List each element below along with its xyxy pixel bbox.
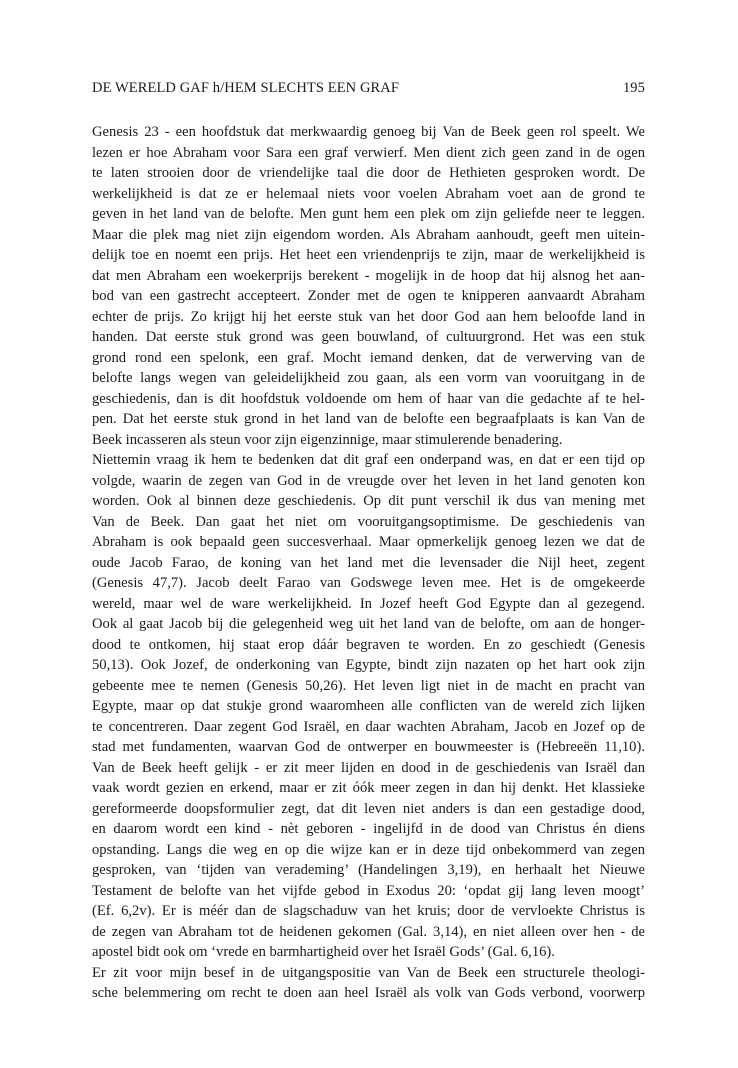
text-line: worden. Ook al binnen deze geschiedenis. Op dit punt verschil ik dus van mening met: [92, 493, 645, 509]
body-text: [92, 122, 645, 1004]
text-line: sche belemmering om recht te doen aan heel Israël als volk van Gods verbond, voorwerp: [92, 985, 645, 1001]
text-line: gereformeerde doopsformulier zegt, dat dit leven niet anders is dan een gestadige dood,: [92, 800, 645, 817]
text-line: stad met fundamenten, waarvan God de ontwerper en bouwmeester is (Hebreeën 11,10).: [92, 739, 645, 755]
text-line: apostel bidt ook om ‘vrede en barmhartigheid over het Israël Gods’ (Gal. 6,16).: [92, 944, 555, 960]
text-line: gesproken, van ‘tijden van verademing’ (Handelingen 3,19), en herhaalt het Nieuwe: [92, 862, 645, 878]
text-line: vaak wordt gezien en erkend, maar er zit óók meer zegen in dan hij denkt. Het klassieke: [92, 780, 645, 796]
running-head: [92, 80, 645, 97]
text-line: Van de Beek heeft gelijk - er zit meer lijden en dood in de geschiedenis van Israël dan: [92, 759, 645, 776]
text-line: Testament de belofte van het vijfde gebod in Exodus 20: ‘opdat gij lang leven moogt’: [92, 882, 645, 899]
text-line: werkelijkheid is dat ze er helemaal niets voor voelen Abraham voet aan de grond te: [92, 185, 645, 202]
text-line: Maar die plek mag niet zijn eigendom worden. Als Abraham aanhoudt, geeft men uitein-: [92, 226, 645, 243]
text-line: lezen er hoe Abraham voor Sara een graf verwierf. Men dient zich geen zand in de ogen: [92, 144, 645, 161]
text-line: Beek incasseren als steun voor zijn eigenzinnige, maar stimulerende benadering.: [92, 431, 563, 448]
text-line: (Genesis 47,7). Jacob deelt Farao van Godswege leven mee. Het is de omgekeerde: [92, 575, 645, 591]
text-line: volgde, waarin de zegen van God in de vreugde over het leven in het land genoten kon: [92, 472, 645, 489]
text-line: bod van een gastrecht accepteert. Zonder met de ogen te knipperen aanvaardt Abraham: [92, 288, 645, 304]
text-line: geschiedenis, dan is dit hoofdstuk voldoende om hem of haar van die gedachte af te hel-: [92, 390, 645, 407]
text-line: dood te ontkomen, hij staat erop dáár begraven te worden. En zo geschiedt (Genesis: [92, 636, 645, 653]
text-line: Er zit voor mijn besef in de uitgangspositie van Van de Beek een structurele theologi-: [92, 964, 645, 981]
text-line: delijk toe en noemt een prijs. Het heet een vriendenprijs te zijn, maar de werkelijkheid is: [92, 247, 645, 263]
text-line: Ook al gaat Jacob bij die gelegenheid weg uit het land van de belofte, om aan de honger-: [92, 616, 645, 632]
text-line: wereld, maar wel de ware werkelijkheid. In Jozef heeft God Egypte dan al gezegend.: [92, 595, 645, 612]
text-line: te concentreren. Daar zegent God Israël, en daar wachten Abraham, Jacob en Jozef op de: [92, 718, 645, 735]
text-line: oude Jacob Farao, de koning van het land met die levensader die Nijl heet, zegent: [92, 554, 645, 571]
text-line: opstanding. Langs die weg en op die wijze kan er in deze tijd onbekommerd van zegen: [92, 841, 645, 858]
text-line: te laten strooien door de vriendelijke taal die door de Hethieten gesproken wordt. De: [92, 165, 645, 181]
text-line: handen. Dat eerste stuk grond was geen bouwland, of cultuurgrond. Het was een stuk: [92, 329, 645, 345]
text-line: 50,13). Ook Jozef, de onderkoning van Egypte, bindt zijn nazaten op het hart ook zijn: [92, 657, 645, 673]
running-title: DE WERELD GAF h/HEM SLECHTS EEN GRAF: [92, 80, 400, 96]
text-line: en daarom wordt een kind - nèt geboren - ingelijfd in de dood van Christus én diens: [92, 821, 645, 837]
text-line: Genesis 23 - een hoofdstuk dat merkwaardig genoeg bij Van de Beek geen rol speelt. We: [92, 124, 645, 140]
text-line: Abraham is ook bepaald geen succesverhaal. Maar opmerkelijk genoeg lezen we dat de: [92, 534, 645, 550]
text-line: Niettemin vraag ik hem te bedenken dat dit graf een onderpand was, en dat er een tijd op: [92, 452, 645, 468]
text-line: (Ef. 6,2v). Er is méér dan de slagschaduw van het kruis; door de vervloekte Christus is: [92, 903, 645, 919]
text-line: gebeente mee te nemen (Genesis 50,26). Het leven ligt niet in de macht en pracht van: [92, 677, 645, 694]
text-line: Van de Beek. Dan gaat het niet om vooruitgangsoptimisme. De geschiedenis van: [92, 513, 645, 530]
text-line: echter de prijs. Zo krijgt hij het eerste stuk van het door God aan hem beloofde land in: [92, 308, 645, 325]
text-line: pen. Dat het eerste stuk grond in het land van de belofte een begraafplaats is kan Van de: [92, 411, 645, 427]
text-line: dat men Abraham een woekerprijs berekent - mogelijk in de hoop dat hij alsnog het aan-: [92, 267, 645, 284]
text-line: grond rond een spelonk, een graf. Mocht iemand denken, dat de verwerving van de: [92, 349, 645, 366]
text-line: belofte langs wegen van geleidelijkheid zou gaan, als een vorm van vooruitgang in de: [92, 370, 645, 386]
text-line: de zegen van Abraham tot de heidenen gekomen (Gal. 3,14), en niet alleen over hen - de: [92, 923, 645, 940]
text-line: Egypte, maar op dat stukje grond waaromheen alle conflicten van de wereld zich lijken: [92, 698, 645, 714]
text-line: geven in het land van de belofte. Men gunt hem een plek om zijn geliefde neer te leggen.: [92, 206, 645, 222]
page-number: 195: [622, 80, 645, 96]
